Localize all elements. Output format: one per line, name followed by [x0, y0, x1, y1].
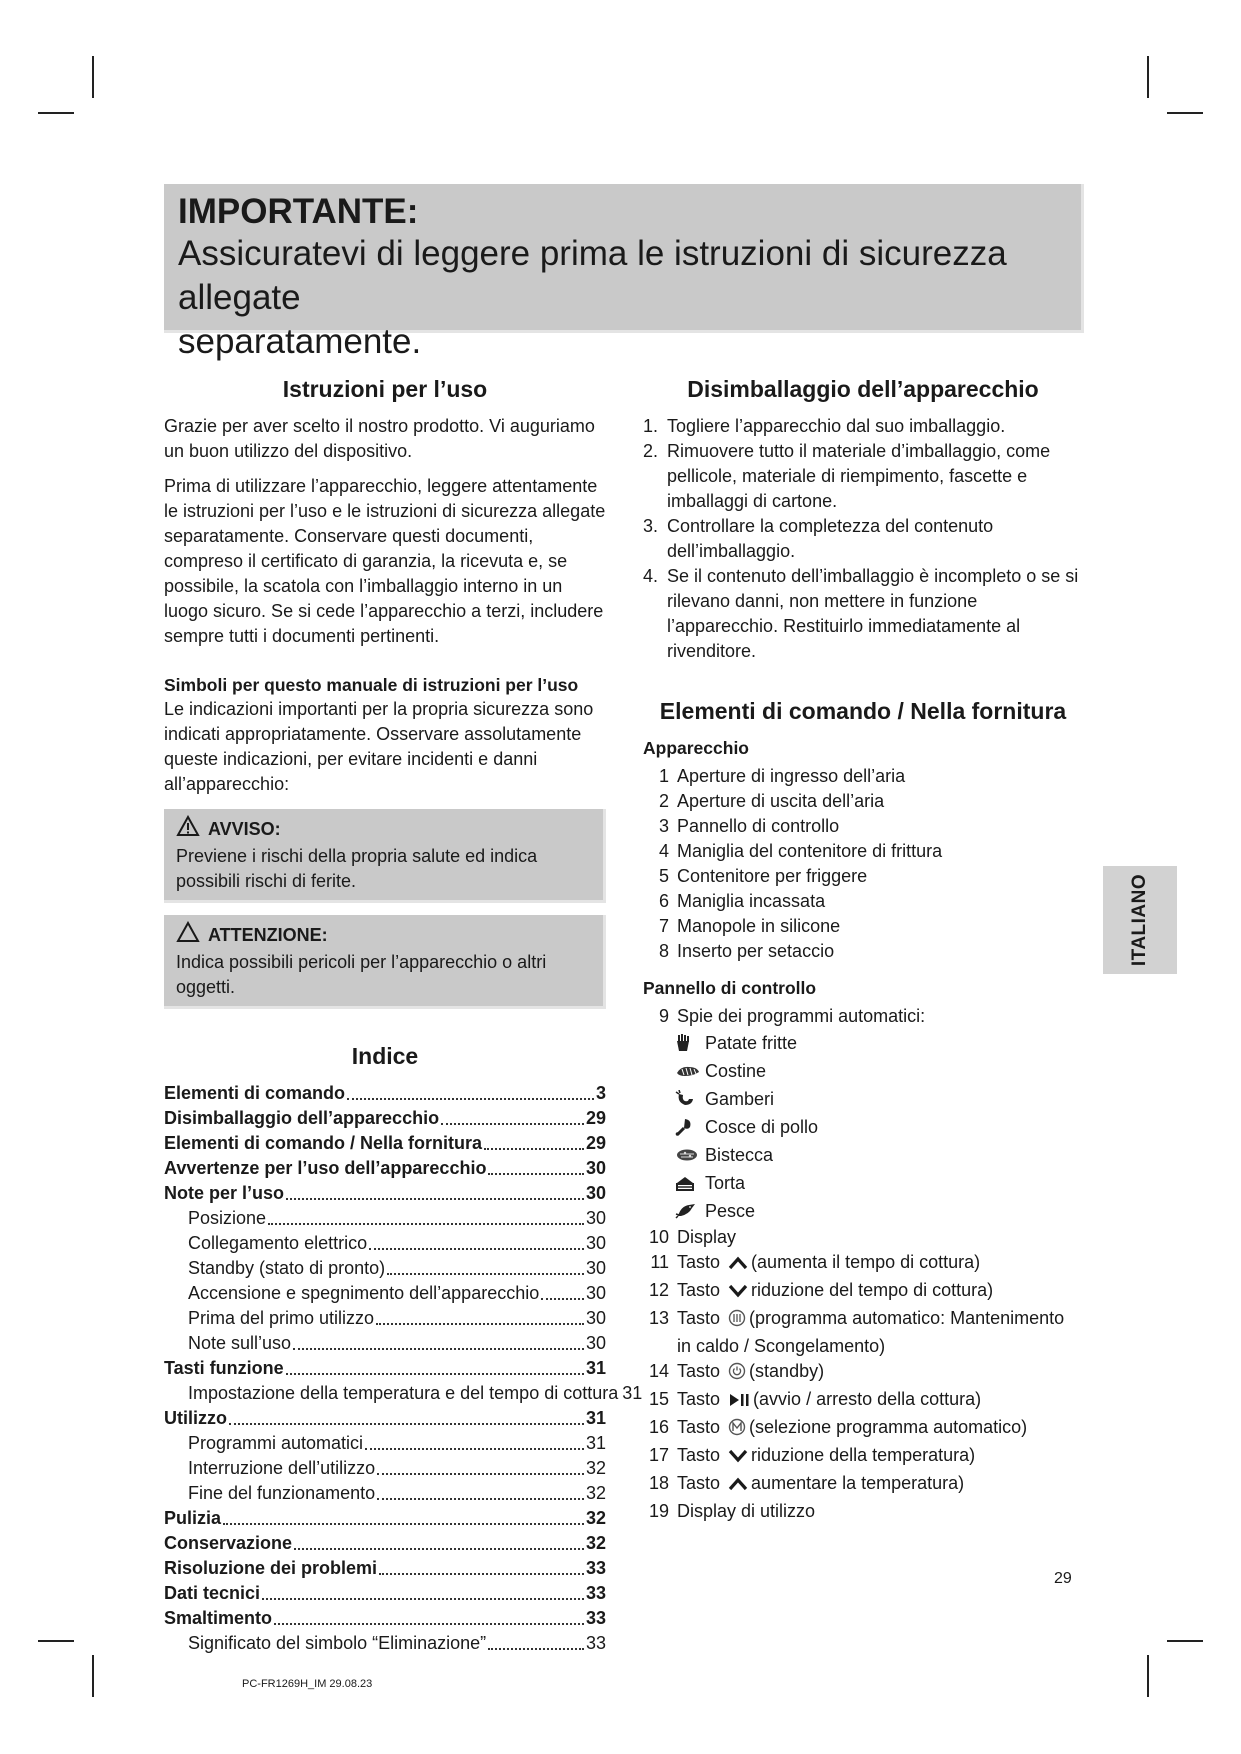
warning-box [164, 809, 606, 903]
list-item: 4. Se il contenuto dell’imballaggio è incompleto o se si rilevano danni, non mettere in funzione l’apparecchio. Restituirlo immediatamente al rivenditore. [643, 566, 1079, 661]
fries-icon [675, 1034, 705, 1052]
table-of-contents [164, 1081, 643, 1656]
list-item: 9 Spie dei programmi automatici: [658, 1006, 926, 1026]
toc-entry: Posizione 30 [188, 1208, 606, 1228]
keep-warm-defrost-icon [728, 1309, 746, 1334]
toc-entry: Standby (stato di pronto) 30 [188, 1258, 606, 1278]
right-column [643, 364, 1083, 1524]
chevron-up-icon [728, 1474, 748, 1499]
toc-entry: Dati tecnici 33 [164, 1583, 606, 1603]
banner-line-2: separatamente. [178, 322, 422, 361]
list-item: 8 Inserto per setaccio [658, 941, 835, 961]
important-banner [164, 184, 1084, 361]
menu-m-icon [728, 1418, 746, 1443]
left-column [164, 364, 643, 1656]
toc-entry: Fine del funzionamento 32 [188, 1483, 606, 1503]
toc-entry: Note sull’uso 30 [188, 1333, 606, 1353]
list-item: 15 Tasto (avvio / arresto della cottura) [643, 1387, 1083, 1415]
chicken-leg-icon [675, 1118, 705, 1136]
ribs-icon [675, 1064, 705, 1078]
toc-entry: Impostazione della temperatura e del tempo di cottura 31 [188, 1383, 643, 1403]
list-item: 5 Contenitore per friggere [658, 866, 868, 886]
toc-entry: Avvertenze per l’uso dell’apparecchio 30 [164, 1158, 606, 1178]
list-item: 13 Tasto (programma automatico: Mantenimento in caldo / Scongelamento) [648, 1308, 1065, 1356]
warning-text: Previene i rischi della propria salute ed indica possibili rischi di ferite. [176, 846, 538, 891]
toc-entry: Tasti funzione 31 [164, 1358, 606, 1378]
list-item: 11 Tasto (aumenta il tempo di cottura) [643, 1250, 1083, 1278]
program-list [643, 1029, 1083, 1225]
toc-entry: Significato del simbolo “Eliminazione” 33 [188, 1633, 606, 1653]
toc-entry: Accensione e spegnimento dell’apparecchio 30 [188, 1283, 606, 1303]
toc-entry: Disimballaggio dell’apparecchio 29 [164, 1108, 606, 1128]
toc-entry: Prima del primo utilizzo 30 [188, 1308, 606, 1328]
toc-entry: Interruzione dell’utilizzo 32 [188, 1458, 606, 1478]
list-item: 7 Manopole in silicone [658, 916, 841, 936]
caution-box [164, 915, 606, 1009]
warning-title: AVVISO: [208, 819, 281, 839]
controls-heading: Elementi di comando / Nella fornitura [659, 698, 1067, 724]
crop-mark [38, 1640, 74, 1642]
program-item [643, 1029, 1083, 1057]
list-item: 6 Maniglia incassata [658, 891, 826, 911]
toc-entry: Utilizzo 31 [164, 1408, 606, 1428]
fish-icon [675, 1203, 705, 1219]
crop-mark [1167, 1640, 1203, 1642]
steak-icon [675, 1148, 705, 1162]
list-item: 12 Tasto riduzione del tempo di cottura) [643, 1278, 1083, 1306]
list-item: 3. Controllare la completezza del contenuto dell’imballaggio. [643, 516, 994, 561]
chevron-down-icon [728, 1446, 748, 1471]
chevron-up-icon [728, 1253, 748, 1278]
shrimp-icon [675, 1090, 705, 1108]
intro-paragraph: Grazie per aver scelto il nostro prodotto. Vi auguriamo un buon utilizzo del dispositivo. [164, 416, 595, 461]
index-heading: Indice [351, 1043, 419, 1069]
crop-mark [1147, 1655, 1149, 1697]
toc-entry: Elementi di comando / Nella fornitura 29 [164, 1133, 606, 1153]
crop-mark [92, 56, 94, 98]
toc-entry: Note per l’uso 30 [164, 1183, 606, 1203]
program-label: Gamberi [705, 1089, 775, 1109]
banner-line-1: Assicuratevi di leggere prima le istruzioni di sicurezza allegate [178, 234, 1007, 317]
program-label: Pesce [705, 1201, 756, 1221]
toc-entry: Collegamento elettrico 30 [188, 1233, 606, 1253]
play-pause-icon [728, 1390, 750, 1415]
list-item: 2 Aperture di uscita dell’aria [658, 791, 885, 811]
unpack-heading: Disimballaggio dell’apparecchio [687, 376, 1039, 402]
program-label: Costine [705, 1061, 767, 1081]
toc-entry: Conservazione 32 [164, 1533, 606, 1553]
unpack-steps [643, 414, 1083, 664]
page-number: 29 [1054, 1570, 1072, 1587]
list-item: 14 Tasto (standby) [643, 1359, 1083, 1387]
list-item: 17 Tasto riduzione della temperatura) [643, 1443, 1083, 1471]
toc-entry: Programmi automatici 31 [188, 1433, 606, 1453]
program-label: Cosce di pollo [705, 1117, 819, 1137]
toc-entry: Pulizia 32 [164, 1508, 606, 1528]
list-item: 3 Pannello di controllo [658, 816, 840, 836]
language-tab [1103, 866, 1177, 974]
toc-entry: Smaltimento 33 [164, 1608, 606, 1628]
list-item: 1. Togliere l’apparecchio dal suo imballaggio. [643, 416, 1006, 436]
toc-entry: Risoluzione dei problemi 33 [164, 1558, 606, 1578]
device-items [643, 764, 1083, 964]
cake-icon [675, 1175, 705, 1191]
symbols-paragraph: Le indicazioni importanti per la propria sicurezza sono indicati appropriatamente. Osservare assolutamente queste indicazioni, per evitare incidenti e danni all’apparecchio: [164, 699, 594, 794]
chevron-down-icon [728, 1281, 748, 1306]
program-item [643, 1141, 1083, 1169]
list-item: 19 Display di utilizzo [648, 1501, 816, 1521]
program-label: Bistecca [705, 1145, 774, 1165]
caution-triangle-icon [176, 921, 200, 950]
list-item: 10 Display [648, 1227, 737, 1247]
program-item [643, 1197, 1083, 1225]
list-item: 4 Maniglia del contenitore di frittura [658, 841, 943, 861]
language-label: ITALIANO [1129, 873, 1150, 967]
symbols-heading: Simboli per questo manuale di istruzioni per l’uso [164, 675, 579, 695]
device-heading: Apparecchio [643, 738, 749, 758]
list-item: 1 Aperture di ingresso dell’aria [658, 766, 906, 786]
program-label: Torta [705, 1173, 746, 1193]
caution-title: ATTENZIONE: [208, 925, 328, 945]
panel-heading: Pannello di controllo [643, 978, 817, 998]
crop-mark [1167, 112, 1203, 114]
panel-items-continued [643, 1225, 1083, 1524]
instructions-paragraph: Prima di utilizzare l’apparecchio, leggere attentamente le istruzioni per l’uso e le istruzioni di sicurezza allegate separatamente. Conservare questi documenti, compreso il certificato di garanzia, la ricevuta e, se possibile, la scatola con l’imballaggio interno in un luogo sicuro. Se si cede l’apparecchio a terzi, includere sempre tutti i documenti pertinenti. [164, 476, 606, 646]
panel-items [643, 1004, 1083, 1029]
list-item: 18 Tasto aumentare la temperatura) [643, 1471, 1083, 1499]
crop-mark [1147, 56, 1149, 98]
toc-entry: Elementi di comando 3 [164, 1083, 606, 1103]
list-item: 2. Rimuovere tutto il materiale d’imballaggio, come pellicole, materiale di riempimento, fascette e imballaggi di cartone. [643, 441, 1051, 511]
program-item [643, 1085, 1083, 1113]
caution-text: Indica possibili pericoli per l’apparecchio o altri oggetti. [176, 952, 547, 997]
program-item [643, 1057, 1083, 1085]
crop-mark [38, 112, 74, 114]
instructions-heading: Istruzioni per l’uso [282, 376, 488, 402]
program-label: Patate fritte [705, 1033, 798, 1053]
crop-mark [92, 1655, 94, 1697]
footer-code: PC-FR1269H_IM 29.08.23 [242, 1678, 373, 1690]
list-item: 16 Tasto (selezione programma automatico) [643, 1415, 1083, 1443]
warning-triangle-icon [176, 815, 200, 844]
banner-title: IMPORTANTE: [178, 192, 419, 231]
program-item [643, 1169, 1083, 1197]
power-icon [728, 1362, 746, 1387]
program-item [643, 1113, 1083, 1141]
